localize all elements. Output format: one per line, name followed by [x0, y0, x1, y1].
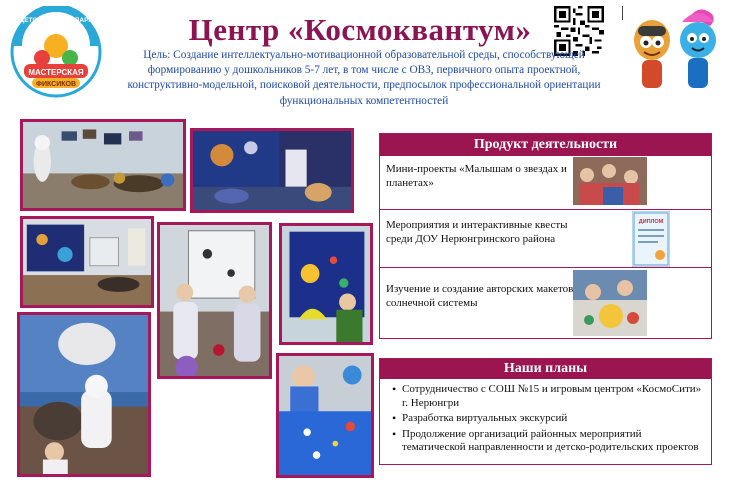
- product-row-text: Мероприятия и интерактивные квесты среди ДОУ Нерюнгринского района: [386, 219, 568, 245]
- product-row: [380, 267, 711, 339]
- product-heading: Продукт деятельности: [380, 134, 711, 156]
- plans-panel: [379, 358, 712, 465]
- logo-fiksiki: [6, 6, 106, 98]
- goal-line: конструктивно-модельной, поисковой деятельности, предпосылок профессиональной ориентации: [127, 79, 601, 92]
- plans-item: • Продолжение организаций районных мероприятий тематической направленности и детско-родительских проектов: [392, 428, 705, 455]
- product-panel: [379, 133, 712, 339]
- photo-planet-wall: [190, 128, 354, 213]
- photo-boy-solar-system: [279, 223, 373, 345]
- svg-text:ДЕТСКИЙ ТЕХНОПАРК: ДЕТСКИЙ ТЕХНОПАРК: [19, 17, 93, 24]
- photo-children-board: [157, 222, 272, 379]
- goal-line: формированию у дошкольников 5-7 лет, в том числе с ОВЗ, первичного опыта проектной,: [147, 64, 581, 77]
- fiksiki-characters-icon: [622, 2, 726, 98]
- goal-line: функциональных компетентностей: [279, 94, 449, 107]
- product-photo: [573, 270, 647, 336]
- goal-line: Цель: Создание интеллектуально-мотивационной образовательной среды, способствующей: [143, 49, 585, 61]
- diploma-word: ДИПЛОМ: [638, 219, 664, 225]
- product-row: [380, 156, 711, 209]
- product-row-text: Мини-проекты «Малышам о звездах и планетах»: [386, 163, 567, 189]
- plans-list: [380, 379, 711, 455]
- plans-item: • Разработка виртуальных экскурсий: [392, 412, 705, 426]
- photo-classroom: [20, 216, 154, 308]
- logo-text: МАСТЕРСКАЯ: [28, 68, 84, 77]
- plans-item: • Сотрудничество с СОШ №15 и игровым центром «КосмоСити» г. Нерюнгри: [392, 383, 705, 410]
- photo-astronaut-kids: [17, 312, 151, 477]
- product-photo: [573, 157, 647, 205]
- page-title: Центр «Космоквантум»: [188, 12, 532, 47]
- product-row-text: Изучение и создание авторских макетов солнечной системы: [386, 283, 574, 309]
- product-row: [380, 209, 711, 267]
- photo-space-table: [276, 353, 374, 478]
- plans-heading: Наши планы: [380, 359, 711, 379]
- goal-text: [104, 48, 624, 109]
- photo-space-room: [20, 119, 186, 211]
- diploma-image: [632, 211, 670, 267]
- svg-text:ФИКСИКОВ: ФИКСИКОВ: [35, 81, 77, 88]
